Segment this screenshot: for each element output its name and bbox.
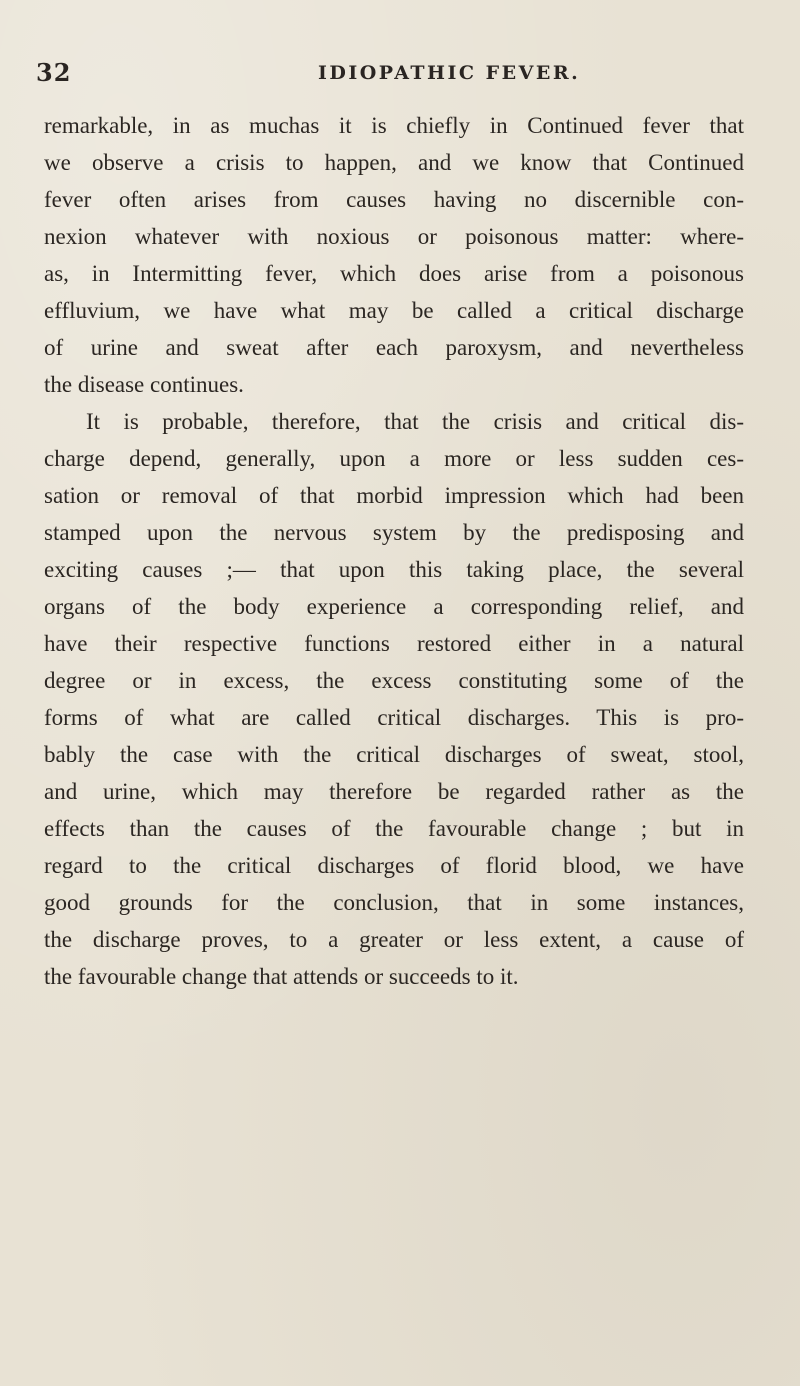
body-text <box>44 107 744 995</box>
text-line: the discharge proves, to a greater or less extent, a cause of <box>44 927 744 952</box>
text-line: forms of what are called critical discharges. This is pro- <box>44 705 744 730</box>
text-line: remarkable, in as muchas it is chiefly in Continued fever that <box>44 113 744 138</box>
text-line: degree or in excess, the excess constituting some of the <box>44 668 744 693</box>
text-line: bably the case with the critical discharges of sweat, stool, <box>44 742 744 767</box>
text-line: nexion whatever with noxious or poisonous matter: where- <box>44 224 744 249</box>
text-line: fever often arises from causes having no discernible con- <box>44 187 744 212</box>
paragraph-start-line: It is probable, therefore, that the crisis and critical dis- <box>86 409 744 434</box>
page-header <box>0 58 800 94</box>
page-number: 32 <box>36 58 72 87</box>
text-line: stamped upon the nervous system by the predisposing and <box>44 520 744 545</box>
text-line: as, in Intermitting fever, which does arise from a poisonous <box>44 261 744 286</box>
text-line: we observe a crisis to happen, and we know that Continued <box>44 150 744 175</box>
text-line: regard to the critical discharges of florid blood, we have <box>44 853 744 878</box>
text-line: and urine, which may therefore be regarded rather as the <box>44 779 744 804</box>
text-line: of urine and sweat after each paroxysm, and nevertheless <box>44 335 744 360</box>
text-line: charge depend, generally, upon a more or less sudden ces- <box>44 446 744 471</box>
text-line: good grounds for the conclusion, that in some instances, <box>44 890 744 915</box>
text-line: exciting causes ;— that upon this taking place, the several <box>44 557 744 582</box>
text-line: sation or removal of that morbid impression which had been <box>44 483 744 508</box>
text-line: have their respective functions restored either in a natural <box>44 631 744 656</box>
text-line: organs of the body experience a corresponding relief, and <box>44 594 744 619</box>
text-line: effects than the causes of the favourable change ; but in <box>44 816 744 841</box>
paragraph-end-line: the disease continues. <box>44 372 244 397</box>
text-line: effluvium, we have what may be called a critical discharge <box>44 298 744 323</box>
paragraph-end-line: the favourable change that attends or succeeds to it. <box>44 964 519 989</box>
running-title: IDIOPATHIC FEVER. <box>318 62 581 84</box>
